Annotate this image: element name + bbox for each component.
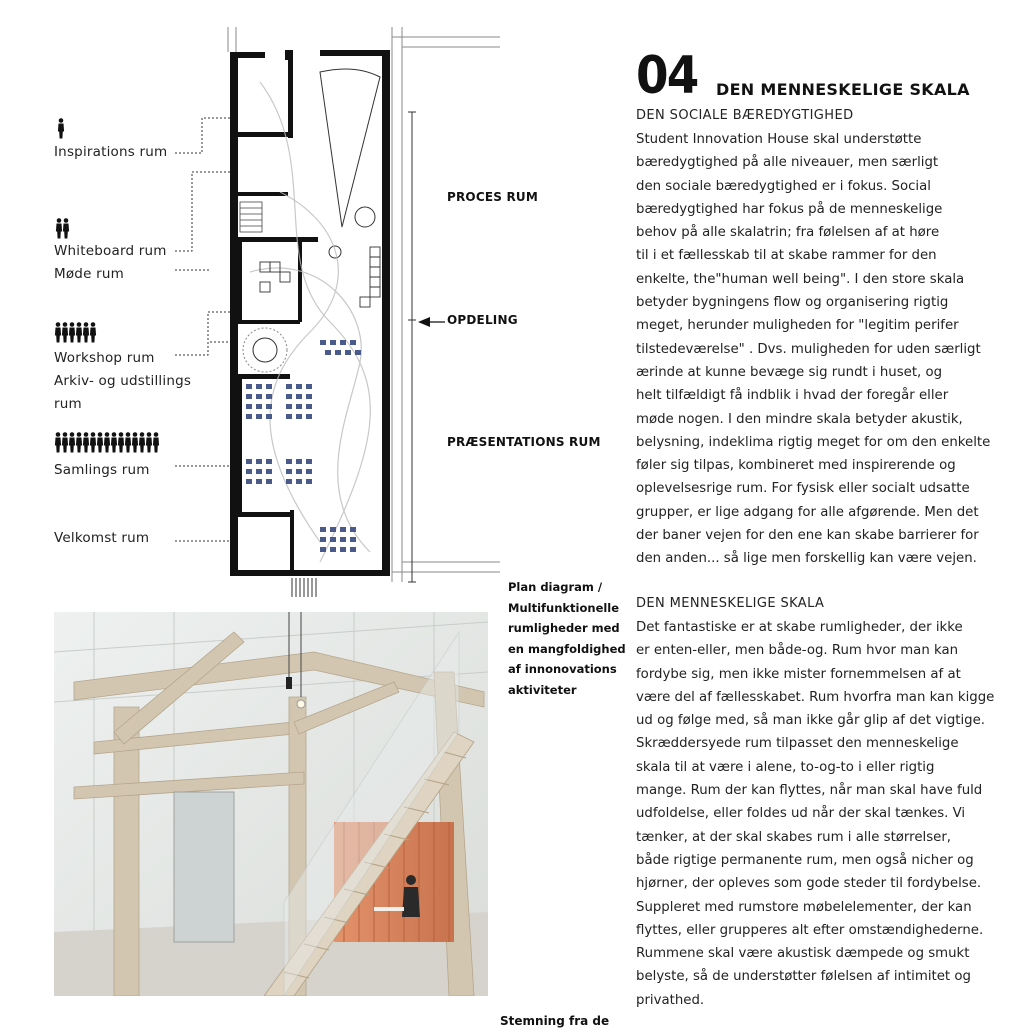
plan-caption: Plan diagram / Multifunktionelle rumligheder med en mangfoldighed af innonovations aktiviteter <box>508 580 626 697</box>
floor-plan-diagram <box>170 22 500 602</box>
section1-heading: DEN SOCIALE BÆREDYGTIGHED <box>636 108 854 123</box>
page-title: DEN MENNESKELIGE SKALA <box>716 80 970 99</box>
label-inspiration-room: Inspirations rum <box>54 144 168 160</box>
label-process-room: PROCES RUM <box>447 190 538 204</box>
people-pictograms <box>50 110 180 470</box>
person-silhouette-icon <box>58 118 64 138</box>
label-meeting-room: Møde rum <box>54 266 124 282</box>
leader-lines <box>175 118 236 541</box>
arrow-left-icon <box>418 317 445 327</box>
label-archive-room: Arkiv- og udstillings <box>54 373 192 389</box>
section2-body: Det fantastiske er at skabe rumligheder, der ikke er enten-eller, men både-og. Rum hvor man kan fordybe sig, men ikke mister fornemmelsen af at være del af fællesskabet. Rum hvorfra man kan kigge ud og følge med, så man ikke går glip af det vigtige. Skræddersyede rum tilpasset den menneskelige skala til at være i alene, to-og-to i eller rigtig mange. Rum der kan flyttes, når man skal have fuld udfoldelse, eller foldes ud når der skal tænkes. Vi tænker, at der skal skabes rum i alle størrelser, både rigtige permanente rum, men også nicher og hjørner, der opleves som gode steder til fordybelse. Suppleret med rumstore møbelelementer, der kan flyttes, eller grupperes alt efter omstændighederne. Rummene skal være akustisk dæmpede og smukt belyste, så de understøtter følelsen af intimitet og privathed. <box>636 620 995 1008</box>
label-division: OPDELING <box>447 313 518 327</box>
photo-caption-cut: Stemning fra de <box>500 1014 610 1028</box>
label-workshop-room: Workshop rum <box>54 350 155 366</box>
person-silhouette-icon <box>56 218 62 238</box>
person-silhouette-icon <box>63 218 69 238</box>
label-presentation-room: PRÆSENTATIONS RUM <box>447 435 601 449</box>
section1-body: Student Innovation House skal understøtte bæredygtighed på alle niveauer, men særligt den sociale bæredygtighed er i fokus. Social bæredygtighed har fokus på de menneskelige behov på alle skalatrin; fra følelsen af at høre til i et fællesskab til at skabe rammer for den enkelte, the"human well being". I den store skala betyder bygningens flow og organisering rigtig meget, herunder muligheden for "legitim perifer tilstedeværelse" . Dvs. muligheden for uden særligt ærinde at kunne bevæge sig rundt i huset, og helt tilfældigt få indblik i hvad der foregår eller møde nogen. I den mindre skala betyder akustik, belysning, indeklima rigtig meget for om den enkelte føler sig tilpas, kombineret med inspirerende og oplevelsesrige rum. For fysisk eller socialt udsatte grupper, er lige adgang for alle afgørende. Men det der baner vejen for den ene kan skabe barrierer for den anden... så lige men forskellig kan være vejen. <box>636 132 991 567</box>
label-gathering-room: Samlings rum <box>54 462 150 478</box>
label-welcome-room: Velkomst rum <box>54 530 150 546</box>
section-number: 04 <box>636 46 698 106</box>
section2-heading: DEN MENNESKELIGE SKALA <box>636 596 825 611</box>
label-archive-room-cont: rum <box>54 396 82 412</box>
interior-render-image <box>54 612 488 996</box>
label-whiteboard-room: Whiteboard rum <box>54 243 167 259</box>
walls <box>230 50 390 576</box>
